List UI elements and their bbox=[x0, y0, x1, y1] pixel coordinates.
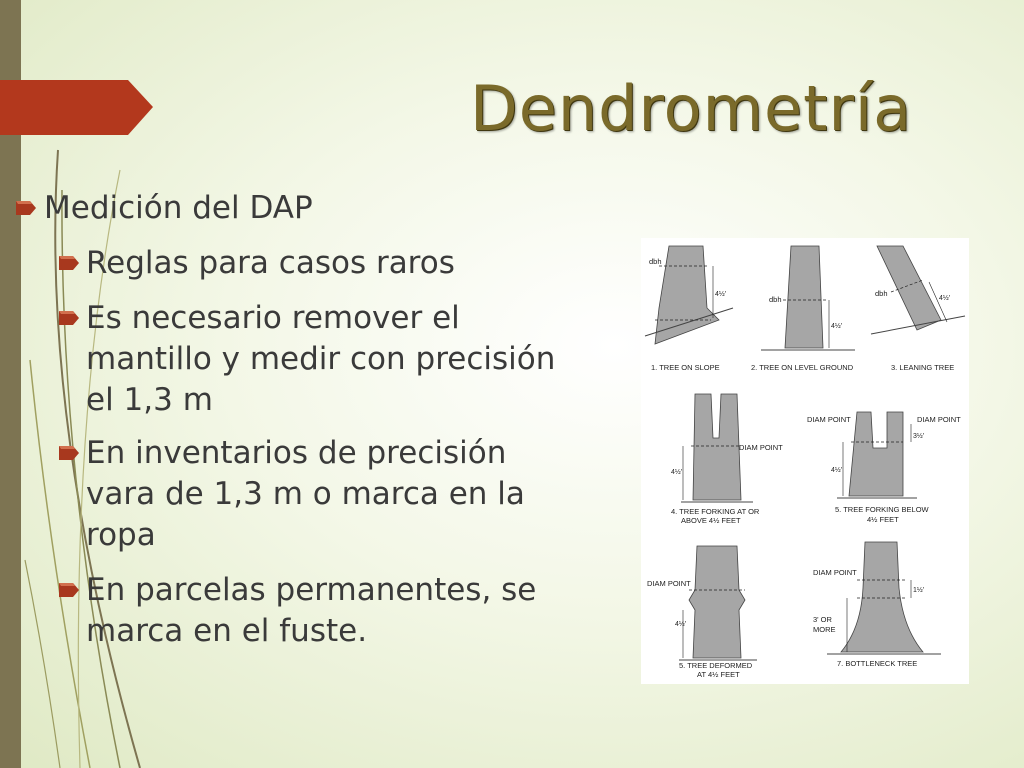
label-height: 4½' bbox=[831, 467, 843, 474]
caption-6a: 5. TREE DEFORMED bbox=[679, 661, 753, 670]
label-diam-point: DIAM POINT bbox=[917, 415, 961, 424]
bullet-icon bbox=[57, 443, 81, 463]
bullet-line: vara de 1,3 m o marca en la bbox=[86, 476, 525, 512]
dbh-measurement-diagram bbox=[641, 238, 969, 684]
label-dbh: dbh bbox=[769, 295, 782, 304]
label-height: 4½' bbox=[715, 291, 727, 298]
label-diam-point: DIAM POINT bbox=[807, 415, 851, 424]
label-height: 4½' bbox=[671, 469, 683, 476]
bullet-inventarios bbox=[86, 433, 525, 556]
caption-4a: 4. TREE FORKING AT OR bbox=[671, 507, 760, 516]
label-height: 4½' bbox=[939, 295, 951, 302]
bullet-line: En parcelas permanentes, se bbox=[86, 572, 537, 608]
bullet-line: el 1,3 m bbox=[86, 382, 213, 418]
caption-4b: ABOVE 4½ FEET bbox=[681, 516, 741, 525]
label-diam-point: DIAM POINT bbox=[813, 568, 857, 577]
bullet-text: Medición del DAP bbox=[44, 190, 313, 226]
label-height: 1½' bbox=[913, 587, 925, 594]
slide-title: Dendrometría bbox=[470, 72, 913, 145]
caption-1: 1. TREE ON SLOPE bbox=[651, 363, 720, 372]
bullet-icon bbox=[57, 308, 81, 328]
label-dbh: dbh bbox=[875, 289, 888, 298]
bullet-remover bbox=[86, 298, 555, 421]
label-height: 4½' bbox=[675, 621, 687, 628]
bullet-icon bbox=[57, 580, 81, 600]
caption-3: 3. LEANING TREE bbox=[891, 363, 955, 372]
label-dbh: dbh bbox=[649, 257, 662, 266]
bullet-icon bbox=[57, 253, 81, 273]
bullet-line: En inventarios de precisión bbox=[86, 435, 507, 471]
caption-6b: AT 4½ FEET bbox=[697, 670, 740, 679]
caption-5a: 5. TREE FORKING BELOW bbox=[835, 505, 929, 514]
caption-2: 2. TREE ON LEVEL GROUND bbox=[751, 363, 854, 372]
bullet-line: mantillo y medir con precisión bbox=[86, 341, 556, 377]
bullet-parcelas bbox=[86, 570, 536, 652]
bullet-text: Reglas para casos raros bbox=[86, 245, 455, 281]
bullet-reglas bbox=[86, 243, 455, 284]
bullet-medicion bbox=[44, 188, 313, 229]
label-height: 3½' bbox=[913, 433, 925, 440]
label-3ft: 3' OR bbox=[813, 615, 832, 624]
bullet-line: ropa bbox=[86, 517, 156, 553]
label-height: 4½' bbox=[831, 323, 843, 330]
bullet-line: marca en el fuste. bbox=[86, 613, 368, 649]
label-diam-point: DIAM POINT bbox=[739, 443, 783, 452]
bullet-icon bbox=[14, 198, 38, 218]
caption-5b: 4½ FEET bbox=[867, 515, 899, 524]
caption-7: 7. BOTTLENECK TREE bbox=[837, 659, 918, 668]
label-diam-point: DIAM POINT bbox=[647, 579, 691, 588]
label-3ft-more: MORE bbox=[813, 625, 836, 634]
bullet-line: Es necesario remover el bbox=[86, 300, 460, 336]
